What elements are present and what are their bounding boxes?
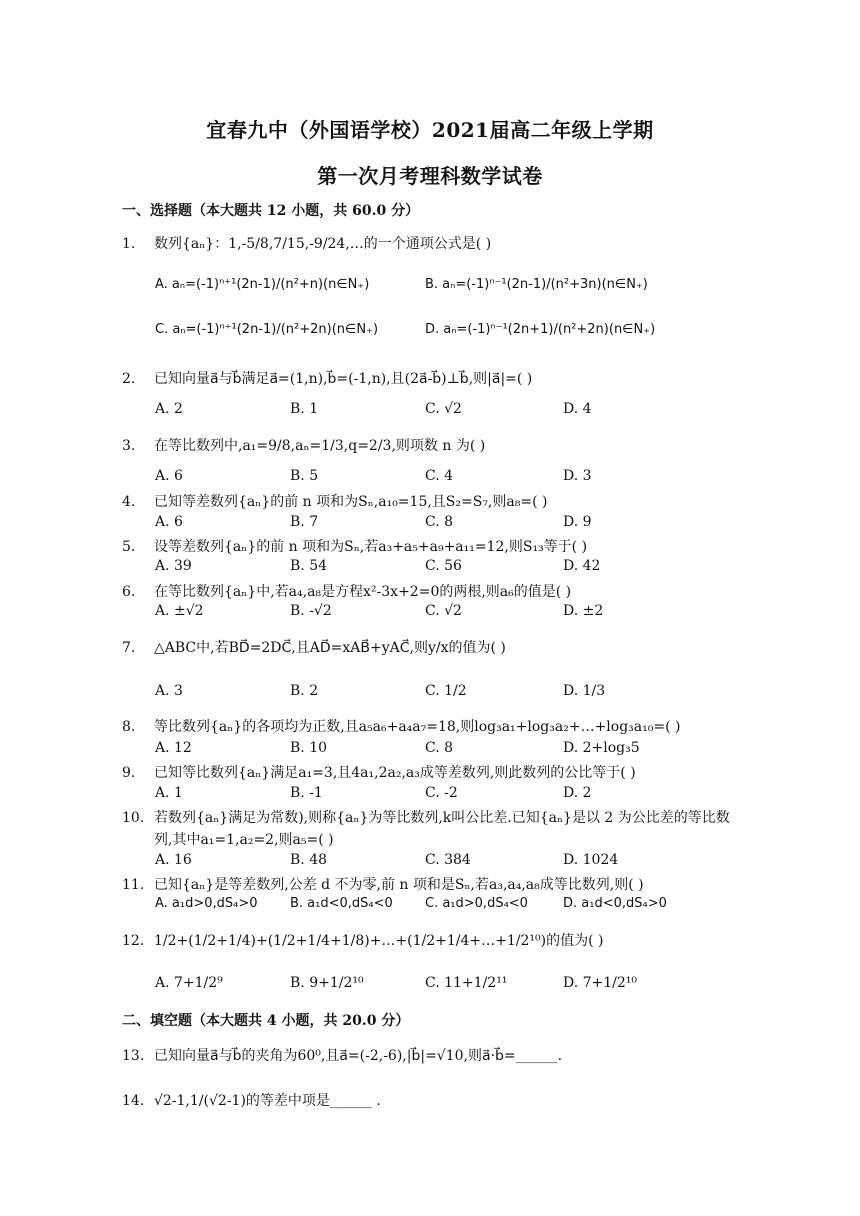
option-d: D. 42 bbox=[563, 558, 601, 574]
option-c: C. a₁d>0,dS₄<0 bbox=[425, 896, 528, 911]
option-b: B. 10 bbox=[290, 740, 328, 756]
option-c: C. 1/2 bbox=[425, 683, 467, 699]
question-9 bbox=[122, 762, 636, 782]
option-b: B. aₙ=(-1)ⁿ⁻¹(2n-1)/(n²+3n)(n∈N₊) bbox=[425, 277, 648, 292]
question-5 bbox=[122, 536, 587, 556]
question-number: 12. bbox=[122, 933, 145, 949]
option-b: B. -√2 bbox=[290, 603, 332, 619]
option-a: A. 3 bbox=[155, 683, 183, 699]
option-a: A. 2 bbox=[155, 401, 183, 417]
question-14 bbox=[122, 1090, 381, 1110]
option-c: C. 384 bbox=[425, 852, 471, 868]
exam-title-line2: 第一次月考理科数学试卷 bbox=[317, 164, 543, 188]
question-number: 10. bbox=[122, 810, 145, 826]
option-b: B. 9+1/2¹⁰ bbox=[290, 975, 364, 991]
option-c: C. √2 bbox=[425, 401, 462, 417]
question-number: 3. bbox=[122, 438, 136, 454]
option-a: A. 12 bbox=[155, 740, 192, 756]
option-a: A. aₙ=(-1)ⁿ⁺¹(2n-1)/(n²+n)(n∈N₊) bbox=[155, 277, 370, 292]
question-1 bbox=[122, 233, 491, 253]
option-b: B. 1 bbox=[290, 401, 319, 417]
option-c: C. -2 bbox=[425, 785, 458, 801]
question-text: √2-1,1/(√2-1)的等差中项是______ . bbox=[154, 1093, 381, 1109]
question-10-continued: 列,其中a₁=1,a₂=2,则a₅=( ) bbox=[154, 832, 334, 848]
option-c: C. aₙ=(-1)ⁿ⁺¹(2n-1)/(n²+2n)(n∈N₊) bbox=[155, 322, 379, 337]
question-4 bbox=[122, 491, 547, 511]
question-text: 已知等比数列{aₙ}满足a₁=3,且4a₁,2a₂,a₃成等差数列,则此数列的公比等于( ) bbox=[154, 765, 636, 781]
option-b: B. a₁d<0,dS₄<0 bbox=[290, 896, 393, 911]
question-12 bbox=[122, 930, 603, 950]
exam-title-line1: 宜春九中（外国语学校）2021届高二年级上学期 bbox=[206, 118, 654, 142]
option-a: A. 6 bbox=[155, 514, 183, 530]
question-number: 8. bbox=[122, 719, 136, 735]
question-8 bbox=[122, 716, 680, 736]
question-number: 13. bbox=[122, 1048, 145, 1064]
question-text: 若数列{aₙ}满足为常数),则称{aₙ}为等比数列,k叫公比差.已知{aₙ}是以 2 为公比差的等比数 bbox=[154, 810, 730, 826]
option-c: C. 11+1/2¹¹ bbox=[425, 975, 508, 991]
option-c: C. 56 bbox=[425, 558, 462, 574]
option-d: D. 2+log₃5 bbox=[563, 740, 640, 756]
question-6 bbox=[122, 581, 571, 601]
option-d: D. 3 bbox=[563, 468, 592, 484]
question-3 bbox=[122, 435, 485, 455]
question-number: 7. bbox=[122, 640, 136, 656]
option-d: D. 1024 bbox=[563, 852, 619, 868]
question-text: 数列{aₙ}：1,-5/8,7/15,-9/24,…的一个通项公式是( ) bbox=[154, 236, 492, 252]
question-13 bbox=[122, 1045, 562, 1065]
option-d: D. 2 bbox=[563, 785, 592, 801]
question-text: 等比数列{aₙ}的各项均为正数,且a₅a₆+a₄a₇=18,则log₃a₁+log₃a₂+…+log₃a₁₀=( ) bbox=[154, 719, 681, 735]
question-number: 4. bbox=[122, 494, 136, 510]
question-2 bbox=[122, 368, 532, 388]
option-d: D. 1/3 bbox=[563, 683, 606, 699]
option-b: B. 2 bbox=[290, 683, 319, 699]
option-c: C. 8 bbox=[425, 740, 454, 756]
section-fill-in: 二、填空题（本大题共 4 小题，共 20.0 分） bbox=[122, 1013, 410, 1029]
option-a: A. 6 bbox=[155, 468, 183, 484]
question-number: 14. bbox=[122, 1093, 145, 1109]
question-11 bbox=[122, 874, 644, 894]
question-number: 6. bbox=[122, 584, 136, 600]
question-text: 在等比数列中,a₁=9/8,aₙ=1/3,q=2/3,则项数 n 为( ) bbox=[154, 438, 486, 454]
option-d: D. ±2 bbox=[563, 603, 604, 619]
question-text: 已知等差数列{aₙ}的前 n 项和为Sₙ,a₁₀=15,且S₂=S₇,则a₈=( ) bbox=[154, 494, 548, 510]
question-number: 9. bbox=[122, 765, 136, 781]
option-c: C. 4 bbox=[425, 468, 454, 484]
question-number: 2. bbox=[122, 371, 136, 387]
question-number: 11. bbox=[122, 877, 145, 893]
option-a: A. 7+1/2⁹ bbox=[155, 975, 223, 991]
option-a: A. ±√2 bbox=[155, 603, 204, 619]
option-b: B. 5 bbox=[290, 468, 319, 484]
question-text: △ABC中,若BD⃗=2DC⃗,且AD⃗=xAB⃗+yAC⃗,则y/x的值为( ) bbox=[154, 640, 506, 656]
option-b: B. 48 bbox=[290, 852, 328, 868]
option-a: A. a₁d>0,dS₄>0 bbox=[155, 896, 258, 911]
option-c: C. √2 bbox=[425, 603, 462, 619]
option-c: C. 8 bbox=[425, 514, 454, 530]
option-a: A. 39 bbox=[155, 558, 192, 574]
question-7 bbox=[122, 637, 506, 657]
question-number: 1. bbox=[122, 236, 136, 252]
question-number: 5. bbox=[122, 539, 136, 555]
question-text: 设等差数列{aₙ}的前 n 项和为Sₙ,若a₃+a₅+a₉+a₁₁=12,则S₁₃等于( ) bbox=[154, 539, 588, 555]
option-d: D. aₙ=(-1)ⁿ⁻¹(2n+1)/(n²+2n)(n∈N₊) bbox=[425, 322, 656, 337]
question-text: 已知向量a⃗与b⃗满足a⃗=(1,n),b⃗=(-1,n),且(2a⃗-b⃗)⊥b⃗,则|a⃗|=( ) bbox=[154, 371, 533, 387]
question-text: 在等比数列{aₙ}中,若a₄,a₈是方程x²-3x+2=0的两根,则a₆的值是( ) bbox=[154, 584, 572, 600]
option-a: A. 1 bbox=[155, 785, 183, 801]
question-text: 已知{aₙ}是等差数列,公差 d 不为零,前 n 项和是Sₙ,若a₃,a₄,a₈成等比数列,则( ) bbox=[154, 877, 644, 893]
option-b: B. 7 bbox=[290, 514, 319, 530]
section-multiple-choice: 一、选择题（本大题共 12 小题，共 60.0 分） bbox=[122, 203, 420, 219]
option-d: D. 9 bbox=[563, 514, 592, 530]
option-b: B. 54 bbox=[290, 558, 328, 574]
option-d: D. 4 bbox=[563, 401, 592, 417]
question-text: 已知向量a⃗与b⃗的夹角为60⁰,且a⃗=(-2,-6),|b⃗|=√10,则a⃗·b⃗=______. bbox=[154, 1048, 563, 1064]
question-10 bbox=[122, 807, 730, 827]
option-a: A. 16 bbox=[155, 852, 192, 868]
option-b: B. -1 bbox=[290, 785, 323, 801]
option-d: D. a₁d<0,dS₄>0 bbox=[563, 896, 667, 911]
option-d: D. 7+1/2¹⁰ bbox=[563, 975, 638, 991]
question-text: 1/2+(1/2+1/4)+(1/2+1/4+1/8)+…+(1/2+1/4+…+1/2¹⁰)的值为( ) bbox=[154, 933, 604, 949]
